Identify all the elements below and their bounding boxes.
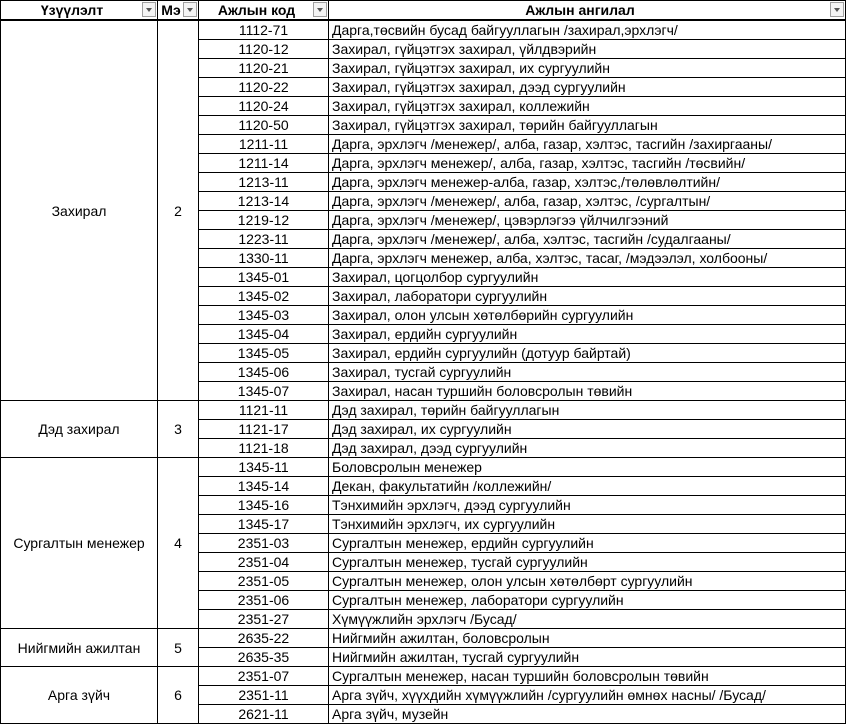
job-code-cell[interactable]: 2351-03	[199, 534, 329, 553]
job-code-cell[interactable]: 2351-04	[199, 553, 329, 572]
job-code-cell[interactable]: 2351-27	[199, 610, 329, 629]
position-cell[interactable]: Арга зүйч	[1, 667, 158, 724]
job-classification-cell[interactable]: Дарга, эрхлэгч /менежер/, цэвэрлэгээ үйлчилгээний	[329, 211, 846, 230]
job-code-cell[interactable]: 1345-05	[199, 344, 329, 363]
job-code-cell[interactable]: 1211-11	[199, 135, 329, 154]
job-classification-cell[interactable]: Захирал, гүйцэтгэх захирал, үйлдвэрийн	[329, 40, 846, 59]
position-cell[interactable]: Захирал	[1, 20, 158, 401]
header-number-label: Мэ	[161, 2, 181, 18]
job-code-cell[interactable]: 1345-17	[199, 515, 329, 534]
job-classification-cell[interactable]: Дарга, эрхлэгч /менежер/, алба, газар, хэлтэс, тасгийн /захиргааны/	[329, 135, 846, 154]
job-classification-cell[interactable]: Сургалтын менежер, олон улсын хөтөлбөрт сургуулийн	[329, 572, 846, 591]
job-classification-cell[interactable]: Дэд захирал, дээд сургуулийн	[329, 439, 846, 458]
number-cell[interactable]: 3	[158, 401, 199, 458]
job-code-cell[interactable]: 2351-07	[199, 667, 329, 686]
position-cell[interactable]: Дэд захирал	[1, 401, 158, 458]
filter-dropdown-icon[interactable]	[830, 2, 844, 17]
job-classification-cell[interactable]: Захирал, цогцолбор сургуулийн	[329, 268, 846, 287]
job-code-cell[interactable]: 1345-06	[199, 363, 329, 382]
job-classification-cell[interactable]: Дарга, эрхлэгч менежер-алба, газар, хэлтэс,/төлөвлөлтийн/	[329, 173, 846, 192]
table-row	[1, 401, 846, 420]
job-classification-cell[interactable]: Сургалтын менежер, тусгай сургуулийн	[329, 553, 846, 572]
table-row	[1, 629, 846, 648]
job-code-cell[interactable]: 2635-35	[199, 648, 329, 667]
job-code-cell[interactable]: 1121-18	[199, 439, 329, 458]
job-code-cell[interactable]: 1120-12	[199, 40, 329, 59]
job-code-cell[interactable]: 1345-07	[199, 382, 329, 401]
job-classification-cell[interactable]: Хүмүүжлийн эрхлэгч /Бусад/	[329, 610, 846, 629]
job-classification-cell[interactable]: Тэнхимийн эрхлэгч, их сургуулийн	[329, 515, 846, 534]
job-classification-cell[interactable]: Захирал, ердийн сургуулийн	[329, 325, 846, 344]
table-row	[1, 667, 846, 686]
job-classification-cell[interactable]: Сургалтын менежер, лаборатори сургуулийн	[329, 591, 846, 610]
job-classification-cell[interactable]: Захирал, гүйцэтгэх захирал, дээд сургуулийн	[329, 78, 846, 97]
job-code-cell[interactable]: 2621-11	[199, 705, 329, 724]
job-classification-cell[interactable]: Сургалтын менежер, ердийн сургуулийн	[329, 534, 846, 553]
job-code-cell[interactable]: 1213-14	[199, 192, 329, 211]
header-position	[1, 1, 158, 21]
job-classification-cell[interactable]: Дэд захирал, төрийн байгууллагын	[329, 401, 846, 420]
job-classification-cell[interactable]: Дарга,төсвийн бусад байгууллагын /захирал,эрхлэгч/	[329, 20, 846, 40]
job-classification-cell[interactable]: Дарга, эрхлэгч менежер/, алба, газар, хэлтэс, тасгийн /төсвийн/	[329, 154, 846, 173]
job-code-cell[interactable]: 1112-71	[199, 20, 329, 40]
job-code-cell[interactable]: 1120-50	[199, 116, 329, 135]
job-classification-cell[interactable]: Дэд захирал, их сургуулийн	[329, 420, 846, 439]
job-code-cell[interactable]: 2351-05	[199, 572, 329, 591]
header-code	[199, 1, 329, 21]
header-code-label: Ажлын код	[217, 2, 296, 18]
job-code-cell[interactable]: 1120-21	[199, 59, 329, 78]
job-classification-cell[interactable]: Декан, факультатийн /коллежийн/	[329, 477, 846, 496]
job-classification-cell[interactable]: Нийгмийн ажилтан, боловсролын	[329, 629, 846, 648]
job-code-cell[interactable]: 1120-22	[199, 78, 329, 97]
job-code-cell[interactable]: 1345-14	[199, 477, 329, 496]
job-classification-cell[interactable]: Захирал, ердийн сургуулийн (дотуур байртай)	[329, 344, 846, 363]
job-classification-cell[interactable]: Захирал, гүйцэтгэх захирал, коллежийн	[329, 97, 846, 116]
job-classification-cell[interactable]: Арга зүйч, музейн	[329, 705, 846, 724]
job-classification-cell[interactable]: Захирал, лаборатори сургуулийн	[329, 287, 846, 306]
job-classification-cell[interactable]: Нийгмийн ажилтан, тусгай сургуулийн	[329, 648, 846, 667]
job-classification-cell[interactable]: Захирал, тусгай сургуулийн	[329, 363, 846, 382]
job-classification-cell[interactable]: Сургалтын менежер, насан туршийн боловсролын төвийн	[329, 667, 846, 686]
job-classification-cell[interactable]: Арга зүйч, хүүхдийн хүмүүжлийн /сургуулийн өмнөх насны/ /Бусад/	[329, 686, 846, 705]
job-code-cell[interactable]: 1211-14	[199, 154, 329, 173]
position-cell[interactable]: Сургалтын менежер	[1, 458, 158, 629]
job-code-cell[interactable]: 1330-11	[199, 249, 329, 268]
job-code-cell[interactable]: 1121-11	[199, 401, 329, 420]
job-code-cell[interactable]: 2351-06	[199, 591, 329, 610]
job-classification-cell[interactable]: Дарга, эрхлэгч менежер, алба, хэлтэс, тасаг, /мэдээлэл, холбооны/	[329, 249, 846, 268]
number-cell[interactable]: 5	[158, 629, 199, 667]
table-row	[1, 20, 846, 40]
job-code-cell[interactable]: 1345-16	[199, 496, 329, 515]
job-code-cell[interactable]: 1345-01	[199, 268, 329, 287]
filter-dropdown-icon[interactable]	[183, 2, 197, 17]
number-cell[interactable]: 4	[158, 458, 199, 629]
job-code-cell[interactable]: 1345-04	[199, 325, 329, 344]
job-code-cell[interactable]: 1345-03	[199, 306, 329, 325]
header-number	[158, 1, 199, 21]
job-classification-cell[interactable]: Захирал, насан туршийн боловсролын төвийн	[329, 382, 846, 401]
job-classification-cell[interactable]: Тэнхимийн эрхлэгч, дээд сургуулийн	[329, 496, 846, 515]
table-row	[1, 458, 846, 477]
job-code-cell[interactable]: 1213-11	[199, 173, 329, 192]
number-cell[interactable]: 2	[158, 20, 199, 401]
job-code-cell[interactable]: 1345-02	[199, 287, 329, 306]
job-classification-cell[interactable]: Захирал, гүйцэтгэх захирал, их сургуулийн	[329, 59, 846, 78]
filter-dropdown-icon[interactable]	[142, 2, 156, 17]
job-code-cell[interactable]: 1120-24	[199, 97, 329, 116]
number-cell[interactable]: 6	[158, 667, 199, 724]
job-code-cell[interactable]: 1345-11	[199, 458, 329, 477]
header-position-label: Үзүүлэлт	[40, 2, 104, 18]
job-classification-cell[interactable]: Боловсролын менежер	[329, 458, 846, 477]
filter-dropdown-icon[interactable]	[313, 2, 327, 17]
job-classification-cell[interactable]: Захирал, олон улсын хөтөлбөрийн сургуулийн	[329, 306, 846, 325]
job-classification-cell[interactable]: Захирал, гүйцэтгэх захирал, төрийн байгууллагын	[329, 116, 846, 135]
job-code-cell[interactable]: 1223-11	[199, 230, 329, 249]
job-code-cell[interactable]: 2635-22	[199, 629, 329, 648]
job-classification-cell[interactable]: Дарга, эрхлэгч /менежер/, алба, хэлтэс, тасгийн /судалгааны/	[329, 230, 846, 249]
header-classification	[329, 1, 846, 21]
position-cell[interactable]: Нийгмийн ажилтан	[1, 629, 158, 667]
job-code-cell[interactable]: 1121-17	[199, 420, 329, 439]
job-code-cell[interactable]: 2351-11	[199, 686, 329, 705]
job-classification-cell[interactable]: Дарга, эрхлэгч /менежер/, алба, газар, хэлтэс, /сургалтын/	[329, 192, 846, 211]
header-classification-label: Ажлын ангилал	[525, 2, 635, 18]
header-row	[1, 1, 846, 21]
table-body	[1, 20, 846, 724]
job-code-cell[interactable]: 1219-12	[199, 211, 329, 230]
